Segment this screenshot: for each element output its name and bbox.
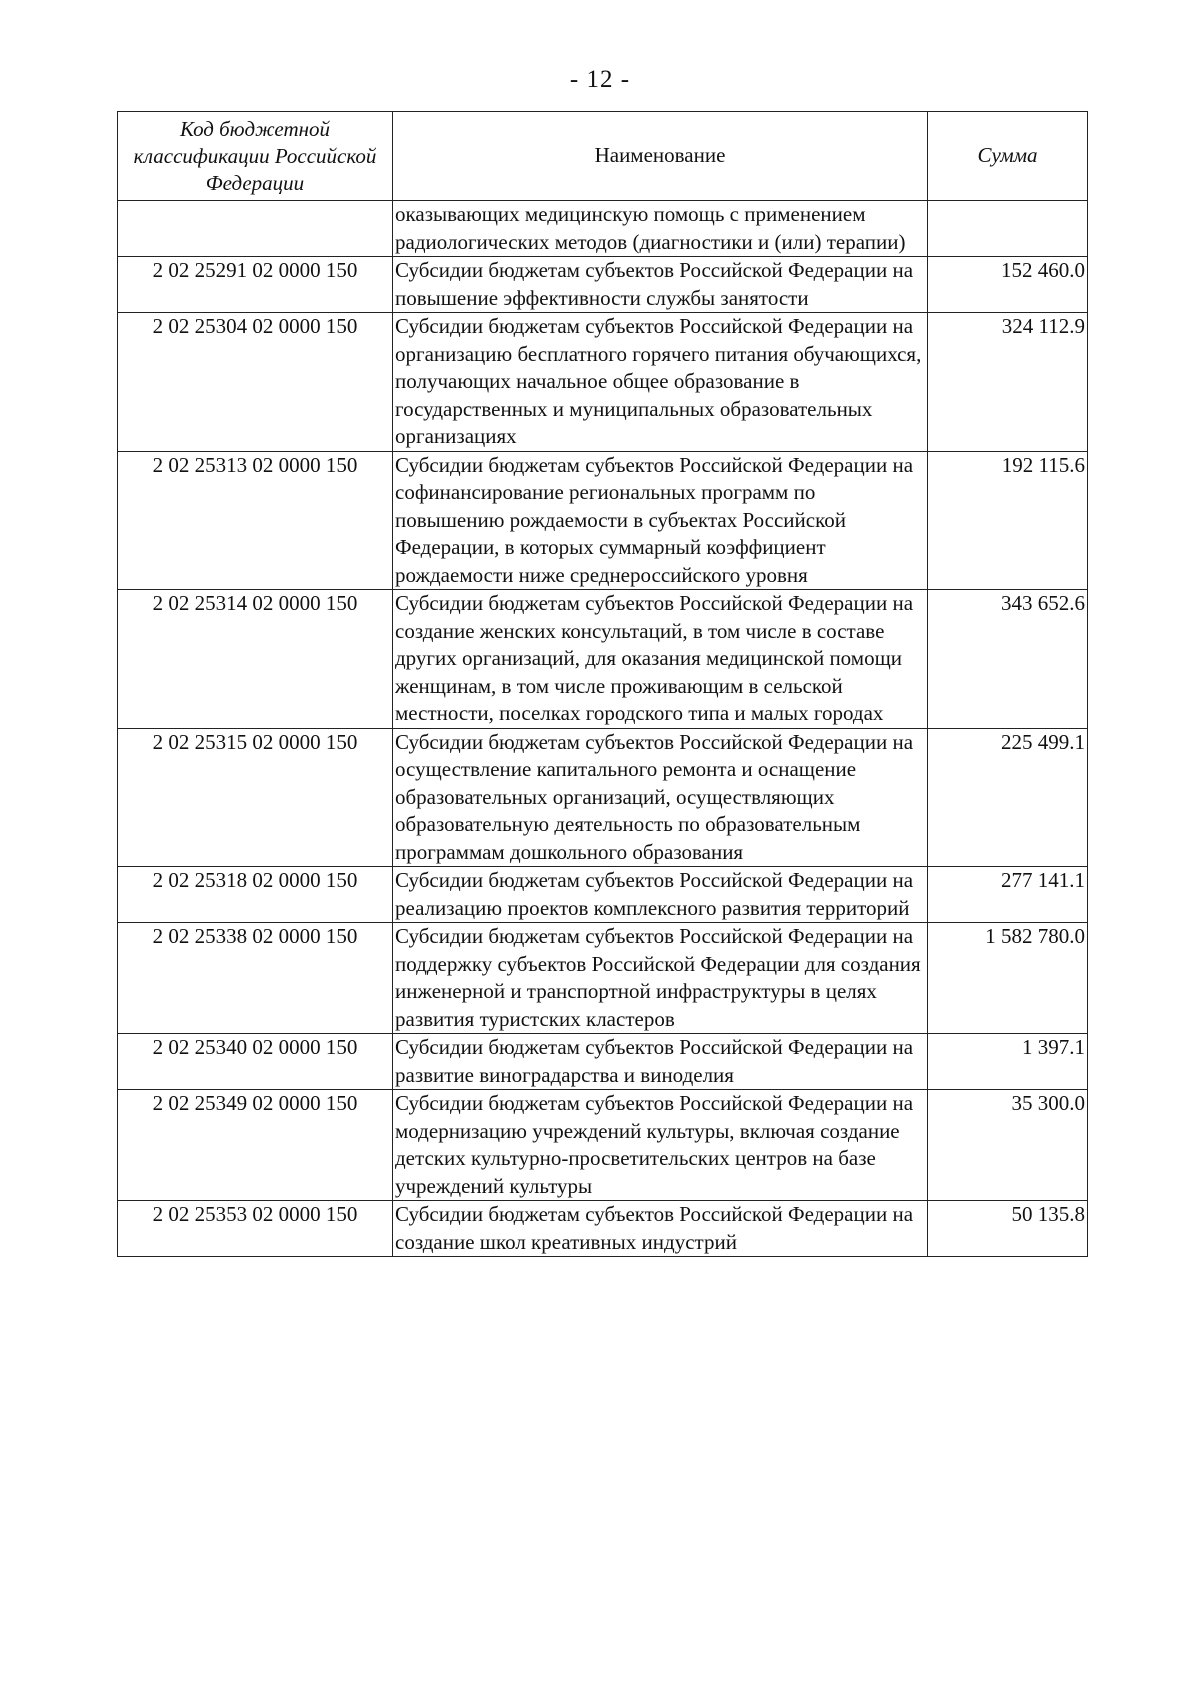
row-sum: 50 135.8 xyxy=(928,1201,1088,1257)
row-code: 2 02 25291 02 0000 150 xyxy=(118,257,393,313)
table-row xyxy=(118,867,1088,923)
table-row xyxy=(118,201,1088,257)
row-name: Субсидии бюджетам субъектов Российской Федерации на реализацию проектов комплексного развития территорий xyxy=(393,867,928,923)
row-sum: 343 652.6 xyxy=(928,590,1088,729)
header-row xyxy=(118,112,1088,201)
row-name: Субсидии бюджетам субъектов Российской Федерации на осуществление капитального ремонта и оснащение образовательных организаций, осуществляющих образовательную деятельность по образовательным программам дошкольного образования xyxy=(393,728,928,867)
header-sum: Сумма xyxy=(928,112,1088,201)
row-sum: 1 397.1 xyxy=(928,1034,1088,1090)
row-name: Субсидии бюджетам субъектов Российской Федерации на софинансирование региональных программ по повышению рождаемости в субъектах Российской Федерации, в которых суммарный коэффициент рождаемости ниже среднероссийского уровня xyxy=(393,451,928,590)
header-code: Код бюджетной классификации Российской Федерации xyxy=(118,112,393,201)
row-sum: 277 141.1 xyxy=(928,867,1088,923)
row-sum: 324 112.9 xyxy=(928,313,1088,452)
row-code: 2 02 25318 02 0000 150 xyxy=(118,867,393,923)
table-row xyxy=(118,923,1088,1034)
row-name: Субсидии бюджетам субъектов Российской Федерации на повышение эффективности службы занятости xyxy=(393,257,928,313)
table-row xyxy=(118,1090,1088,1201)
row-name: Субсидии бюджетам субъектов Российской Федерации на создание женских консультаций, в том числе в составе других организаций, для оказания медицинской помощи женщинам, в том числе проживающим в сельской местности, поселках городского типа и малых городах xyxy=(393,590,928,729)
row-code: 2 02 25340 02 0000 150 xyxy=(118,1034,393,1090)
page-number: - 12 - xyxy=(569,66,631,93)
row-code: 2 02 25315 02 0000 150 xyxy=(118,728,393,867)
budget-table xyxy=(117,111,1088,1257)
table-row xyxy=(118,257,1088,313)
row-code: 2 02 25313 02 0000 150 xyxy=(118,451,393,590)
row-code: 2 02 25304 02 0000 150 xyxy=(118,313,393,452)
table-row xyxy=(118,728,1088,867)
row-code xyxy=(118,201,393,257)
row-name: Субсидии бюджетам субъектов Российской Федерации на развитие виноградарства и виноделия xyxy=(393,1034,928,1090)
row-sum: 225 499.1 xyxy=(928,728,1088,867)
row-sum: 192 115.6 xyxy=(928,451,1088,590)
table-row xyxy=(118,1201,1088,1257)
row-code: 2 02 25338 02 0000 150 xyxy=(118,923,393,1034)
table-row xyxy=(118,1034,1088,1090)
row-sum: 152 460.0 xyxy=(928,257,1088,313)
row-name: Субсидии бюджетам субъектов Российской Федерации на создание школ креативных индустрий xyxy=(393,1201,928,1257)
row-code: 2 02 25349 02 0000 150 xyxy=(118,1090,393,1201)
row-sum xyxy=(928,201,1088,257)
row-name: Субсидии бюджетам субъектов Российской Федерации на модернизацию учреждений культуры, включая создание детских культурно-просветительских центров на базе учреждений культуры xyxy=(393,1090,928,1201)
row-sum: 35 300.0 xyxy=(928,1090,1088,1201)
table-row xyxy=(118,590,1088,729)
table-header xyxy=(118,112,1088,201)
row-sum: 1 582 780.0 xyxy=(928,923,1088,1034)
table-row xyxy=(118,451,1088,590)
table-body xyxy=(118,201,1088,1257)
table-row xyxy=(118,313,1088,452)
row-name: Субсидии бюджетам субъектов Российской Федерации на поддержку субъектов Российской Федерации для создания инженерной и транспортной инфраструктуры в целях развития туристских кластеров xyxy=(393,923,928,1034)
row-code: 2 02 25314 02 0000 150 xyxy=(118,590,393,729)
header-name: Наименование xyxy=(393,112,928,201)
row-code: 2 02 25353 02 0000 150 xyxy=(118,1201,393,1257)
row-name: оказывающих медицинскую помощь с применением радиологических методов (диагностики и (или) терапии) xyxy=(393,201,928,257)
row-name: Субсидии бюджетам субъектов Российской Федерации на организацию бесплатного горячего питания обучающихся, получающих начальное общее образование в государственных и муниципальных образовательных организациях xyxy=(393,313,928,452)
